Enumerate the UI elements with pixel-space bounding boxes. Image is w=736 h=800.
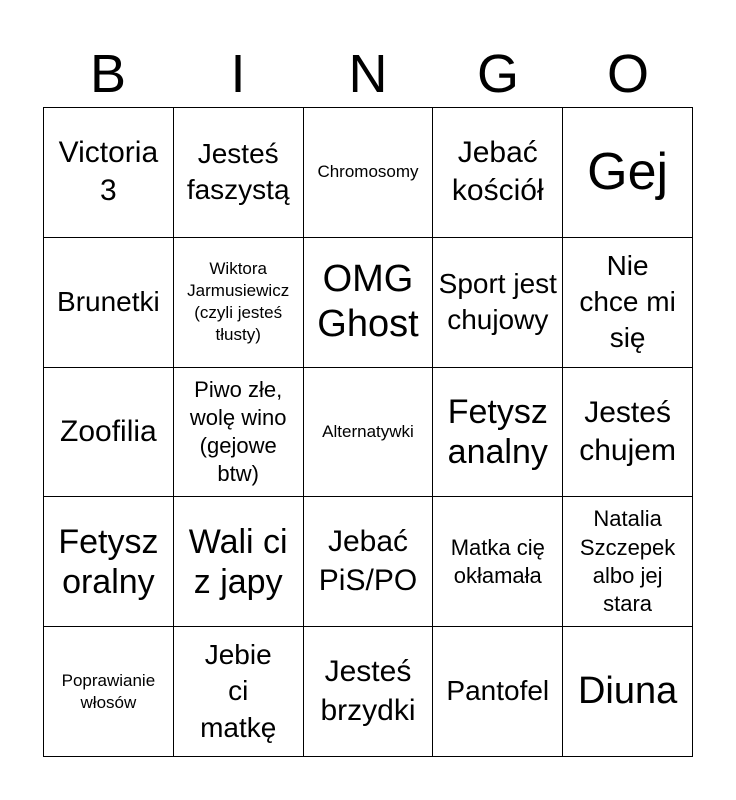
bingo-cell-r3-c1[interactable] bbox=[44, 368, 174, 498]
bingo-cell-r3-c5[interactable] bbox=[563, 368, 693, 498]
bingo-cell-r2-c5[interactable] bbox=[563, 238, 693, 368]
bingo-cell-r1-c4[interactable] bbox=[433, 108, 563, 238]
bingo-cell-r1-c3[interactable] bbox=[304, 108, 434, 238]
cell-label: Wali ci z japy bbox=[188, 522, 288, 601]
bingo-cell-r2-c2[interactable] bbox=[174, 238, 304, 368]
bingo-cell-r4-c4[interactable] bbox=[433, 497, 563, 627]
bingo-cell-r5-c1[interactable] bbox=[44, 627, 174, 757]
cell-label: Wiktora Jarmusiewicz (czyli jesteś tłusty) bbox=[187, 259, 290, 345]
bingo-cell-r5-c3[interactable] bbox=[304, 627, 434, 757]
bingo-cell-r4-c1[interactable] bbox=[44, 497, 174, 627]
header-letter-n: N bbox=[348, 44, 388, 104]
bingo-cell-r1-c1[interactable] bbox=[44, 108, 174, 238]
cell-label: Sport jest chujowy bbox=[438, 267, 557, 336]
header-letter-g: G bbox=[476, 44, 519, 104]
bingo-cell-r4-c5[interactable] bbox=[563, 497, 693, 627]
cell-label: Piwo złe, wolę wino (gejowe btw) bbox=[189, 376, 287, 487]
bingo-cell-r2-c1[interactable] bbox=[44, 238, 174, 368]
cell-label: Jesteś faszystą bbox=[186, 138, 290, 206]
cell-label: Jebać PiS/PO bbox=[318, 525, 418, 597]
bingo-cell-r4-c2[interactable] bbox=[174, 497, 304, 627]
bingo-grid bbox=[43, 107, 693, 757]
bingo-cell-r3-c4[interactable] bbox=[433, 368, 563, 498]
cell-label: Gej bbox=[587, 143, 669, 202]
cell-label: Fetysz oralny bbox=[58, 522, 159, 601]
bingo-cell-r5-c2[interactable] bbox=[174, 627, 304, 757]
cell-label: Poprawianie włosów bbox=[61, 670, 156, 712]
cell-label: Natalia Szczepek albo jej stara bbox=[579, 506, 676, 616]
bingo-cell-r5-c5[interactable] bbox=[563, 627, 693, 757]
cell-label: Jebać kościół bbox=[451, 136, 544, 208]
header-letter-b: B bbox=[89, 44, 127, 104]
cell-label: Zoofilia bbox=[60, 414, 157, 448]
cell-label: Alternatywki bbox=[322, 421, 414, 441]
bingo-cell-r4-c3[interactable] bbox=[304, 497, 434, 627]
cell-label: Jesteś brzydki bbox=[320, 655, 416, 727]
bingo-header bbox=[43, 40, 693, 108]
bingo-cell-r5-c4[interactable] bbox=[433, 627, 563, 757]
bingo-cell-r2-c3[interactable] bbox=[304, 238, 434, 368]
bingo-cell-r1-c5[interactable] bbox=[563, 108, 693, 238]
bingo-cell-r3-c3[interactable] bbox=[304, 368, 434, 498]
cell-label: Brunetki bbox=[57, 286, 160, 317]
header-letter-i: I bbox=[230, 44, 246, 104]
cell-label: Victoria 3 bbox=[58, 136, 159, 208]
bingo-cell-r3-c2[interactable] bbox=[174, 368, 304, 498]
cell-label: Pantofel bbox=[446, 675, 550, 707]
cell-label: Jesteś chujem bbox=[579, 395, 676, 467]
cell-label: Matka cię okłamała bbox=[450, 534, 545, 588]
cell-label: Diuna bbox=[577, 670, 678, 713]
cell-label: Jebie ci matkę bbox=[200, 639, 277, 743]
bingo-cell-r2-c4[interactable] bbox=[433, 238, 563, 368]
cell-label: Chromosomy bbox=[317, 162, 419, 182]
cell-label: Fetysz analny bbox=[447, 392, 548, 471]
cell-label: Nie chce mi się bbox=[579, 249, 676, 354]
header-letter-o: O bbox=[606, 44, 649, 104]
bingo-cell-r1-c2[interactable] bbox=[174, 108, 304, 238]
cell-label: OMG Ghost bbox=[317, 258, 419, 346]
